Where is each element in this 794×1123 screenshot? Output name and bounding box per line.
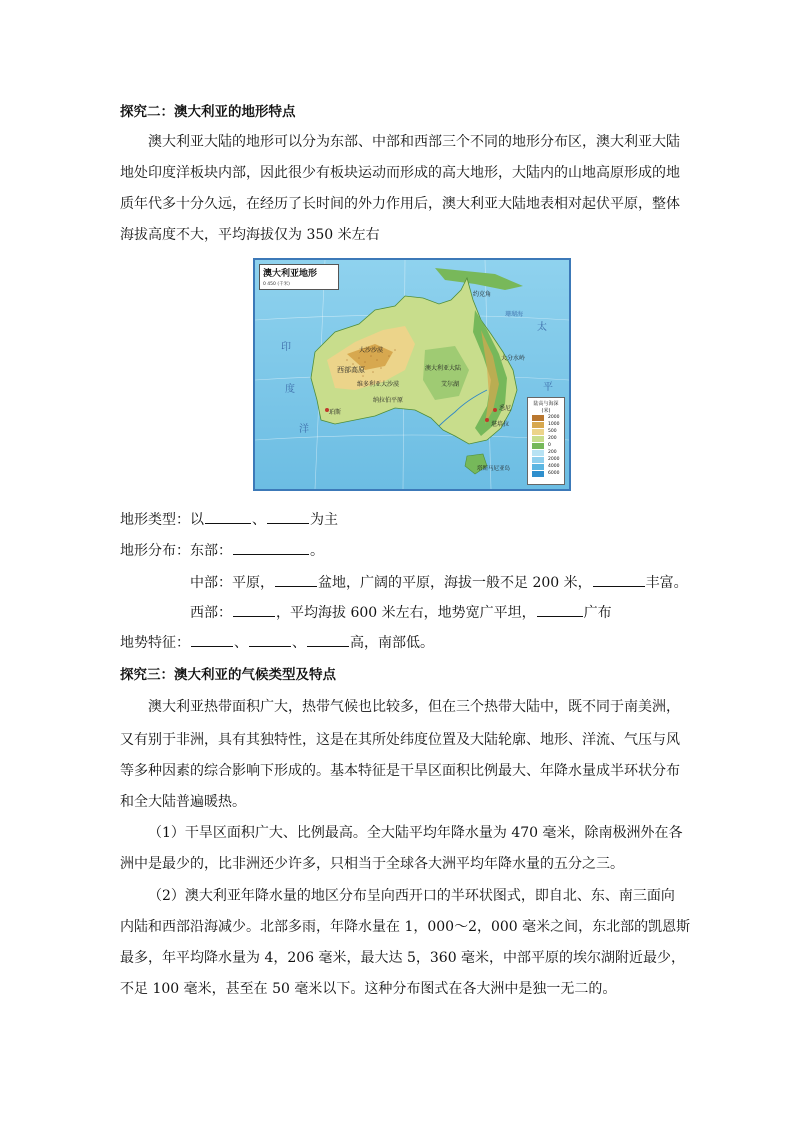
legend-swatch [532, 429, 544, 435]
map-scale: 0 450 (千米) [263, 282, 290, 287]
tasmania-label: 塔斯马尼亚岛 [477, 466, 511, 472]
answer-blank[interactable] [233, 602, 275, 617]
legend-value: 200 [548, 450, 557, 455]
canberra-label: 堪培拉 [491, 421, 510, 428]
terrain-central-line [190, 572, 688, 593]
paragraph-line: 不足 100 毫米，甚至在 50 毫米以下。这种分布图式在各大洲中是独一无二的。 [120, 981, 617, 997]
paragraph-line: 又有别于非洲，具有其独特性，这是在其所处纬度位置及大陆轮廓、地形、洋流、气压与风 [120, 732, 680, 748]
paragraph-line: 等多种因素的综合影响下形成的。基本特征是干旱区面积比例最大、年降水量成半环状分布 [120, 763, 680, 779]
section2-heading: 探究二：澳大利亚的地形特点 [120, 104, 296, 120]
paragraph-line: 和全大陆普遍暖热。 [120, 794, 246, 810]
separator: 、 [234, 635, 248, 651]
paragraph-line: （2）澳大利亚年降水量的地区分布呈向西开口的半环状图式，即自北、东、南三面向 [148, 888, 675, 904]
legend-value: 0 [548, 443, 551, 448]
legend-entry [530, 463, 562, 470]
legend-title: 陆高与海深(米) [533, 401, 559, 414]
answer-blank[interactable] [267, 509, 309, 524]
paragraph-line: 海拔高度不大，平均海拔仅为 350 米左右 [120, 227, 380, 243]
legend-swatches [530, 414, 562, 477]
sydney-label: 悉尼 [499, 405, 512, 412]
paragraph-line: （1）干旱区面积广大、比例最高。全大陆平均年降水量为 470 毫米，除南极洲外在各 [148, 825, 683, 841]
period: 。 [310, 543, 324, 559]
legend-swatch [532, 422, 544, 428]
great-dividing-range-label: 大分水岭 [501, 355, 526, 362]
legend-entry [530, 414, 562, 421]
pacific-ocean-label: 太平 [537, 322, 553, 393]
legend-swatch [532, 471, 544, 477]
paragraph-line: 质年代多十分久远，在经历了长时间的外力作用后，澳大利亚大陆地表相对起伏平原，整体 [120, 196, 680, 212]
terrain-dist-label: 地形分布：东部： [120, 543, 232, 559]
paragraph-line: 澳大利亚热带面积广大，热带气候也比较多，但在三个热带大陆中，既不同于南美洲， [148, 699, 680, 715]
great-sandy-desert-label: 大沙沙漠 [359, 347, 384, 354]
legend-value: 500 [548, 429, 557, 434]
legend-entry [530, 456, 562, 463]
answer-blank[interactable] [191, 632, 233, 647]
central-label: 中部：平原， [190, 575, 274, 591]
nullarbor-label: 纳拉伯平原 [373, 397, 404, 404]
west-label: 西部： [190, 605, 232, 621]
legend-entry [530, 435, 562, 442]
legend-value: 1000 [548, 422, 560, 427]
paragraph-line: 澳大利亚大陆的地形可以分为东部、中部和西部三个不同的地形分布区，澳大利亚大陆 [148, 134, 680, 150]
answer-blank[interactable] [307, 632, 349, 647]
cape-york-label: 约克角 [473, 291, 492, 298]
coral-sea-label: 珊瑚海 [505, 311, 524, 318]
legend-swatch [532, 450, 544, 456]
terrain-dist-line [120, 540, 324, 561]
map-title-box [259, 264, 339, 290]
legend-value: 4000 [548, 464, 560, 469]
legend-swatch [532, 443, 544, 449]
legend-swatch [532, 436, 544, 442]
terrain-type-line [120, 509, 338, 530]
separator: 、 [252, 512, 266, 528]
central-plain-label: 澳大利亚大陆 [425, 365, 462, 372]
paragraph-line: 洲中是最少的，比非洲还少许多，只相当于全球各大洲平均年降水量的五分之三。 [120, 856, 624, 872]
legend-entry [530, 442, 562, 449]
map-legend [527, 397, 565, 485]
answer-blank[interactable] [249, 632, 291, 647]
legend-swatch [532, 415, 544, 421]
legend-value: 2000 [548, 457, 560, 462]
answer-blank[interactable] [537, 602, 583, 617]
trend-end: 高，南部低。 [350, 635, 434, 651]
legend-value: 2000 [548, 415, 560, 420]
answer-blank[interactable] [593, 572, 645, 587]
paragraph-line: 最多，年平均降水量为 4，206 毫米，最大达 5，360 毫米，中部平原的埃尔湖附近最少， [120, 950, 686, 966]
terrain-trend-line [120, 632, 434, 653]
answer-blank[interactable] [275, 572, 317, 587]
paragraph-line: 地处印度洋板块内部，因此很少有板块运动而形成的高大地形，大陆内的山地高原形成的地 [120, 165, 680, 181]
trend-label: 地势特征： [120, 635, 190, 651]
map-graphic [255, 260, 569, 489]
terrain-type-label: 地形类型：以 [120, 512, 204, 528]
central-text: 盆地，广阔的平原，海拔一般不足 200 米， [318, 575, 592, 591]
legend-swatch [532, 464, 544, 470]
west-end: 广布 [583, 605, 612, 621]
terrain-type-suffix: 为主 [310, 512, 338, 528]
legend-value: 200 [548, 436, 557, 441]
australia-terrain-map [253, 258, 571, 491]
central-end: 丰富。 [645, 575, 688, 591]
section3-heading: 探究三：澳大利亚的气候类型及特点 [120, 667, 336, 683]
legend-entry [530, 470, 562, 477]
answer-blank[interactable] [205, 509, 251, 524]
paragraph-line: 内陆和西部沿海减少。北部多雨，年降水量在 1，000～2，000 毫米之间，东北部的凯恩斯 [120, 919, 691, 935]
legend-value: 6000 [548, 471, 560, 476]
legend-entry [530, 428, 562, 435]
western-plateau-label: 西部高原 [337, 366, 365, 374]
perth-label: 珀斯 [329, 409, 342, 416]
terrain-west-line [190, 602, 612, 623]
legend-entry [530, 449, 562, 456]
separator: 、 [292, 635, 306, 651]
eyre-label: 艾尔湖 [441, 381, 460, 388]
map-title: 澳大利亚地形 [263, 269, 318, 279]
legend-entry [530, 421, 562, 428]
victoria-desert-label: 维多利亚大沙漠 [357, 381, 400, 388]
indian-ocean-label: 印度洋 [281, 342, 309, 435]
answer-blank[interactable] [233, 540, 309, 555]
west-text: ，平均海拔 600 米左右，地势宽广平坦， [276, 605, 536, 621]
legend-swatch [532, 457, 544, 463]
